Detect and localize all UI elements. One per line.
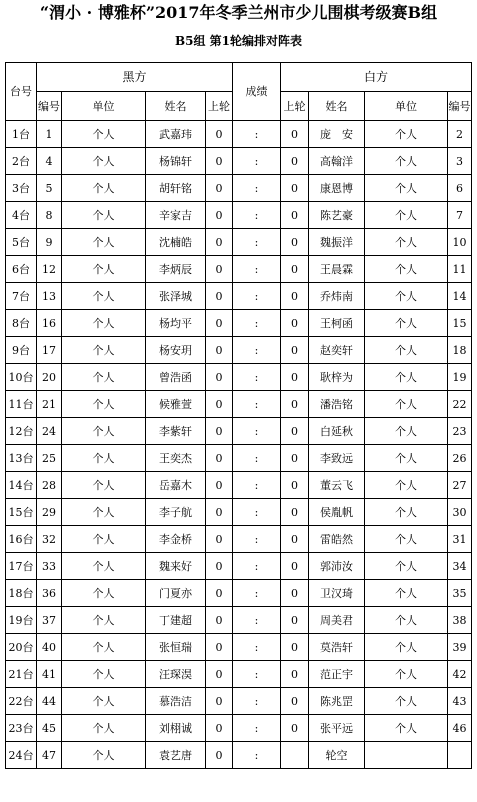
black-prev-cell: 0 [206, 688, 233, 715]
white-prev-cell: 0 [281, 499, 309, 526]
white-num-cell: 23 [448, 418, 472, 445]
white-prev-cell: 0 [281, 256, 309, 283]
white-prev-cell: 0 [281, 418, 309, 445]
white-prev-cell: 0 [281, 607, 309, 634]
white-num-cell: 46 [448, 715, 472, 742]
white-unit-cell: 个人 [365, 229, 448, 256]
white-unit-cell: 个人 [365, 310, 448, 337]
black-num-cell: 5 [37, 175, 62, 202]
black-name-cell: 杨锦轩 [146, 148, 206, 175]
black-num-cell: 41 [37, 661, 62, 688]
header-black-prev: 上轮 [206, 92, 233, 121]
score-cell: : [233, 742, 281, 769]
white-unit-cell: 个人 [365, 499, 448, 526]
score-cell: : [233, 607, 281, 634]
black-prev-cell: 0 [206, 445, 233, 472]
black-name-cell: 杨均平 [146, 310, 206, 337]
black-num-cell: 20 [37, 364, 62, 391]
table-row [6, 661, 472, 688]
black-name-cell: 杨安玥 [146, 337, 206, 364]
black-name-cell: 李炳辰 [146, 256, 206, 283]
white-name-cell: 莫浩轩 [309, 634, 365, 661]
black-prev-cell: 0 [206, 553, 233, 580]
black-prev-cell: 0 [206, 202, 233, 229]
white-prev-cell: 0 [281, 472, 309, 499]
white-name-cell: 轮空 [309, 742, 365, 769]
black-name-cell: 魏来好 [146, 553, 206, 580]
score-cell: : [233, 661, 281, 688]
white-name-cell: 侯胤帆 [309, 499, 365, 526]
black-unit-cell: 个人 [62, 634, 146, 661]
header-black-unit: 单位 [62, 92, 146, 121]
black-name-cell: 曾浩函 [146, 364, 206, 391]
white-prev-cell: 0 [281, 283, 309, 310]
table-row [6, 256, 472, 283]
header-black-num: 编号 [37, 92, 62, 121]
white-name-cell: 魏振洋 [309, 229, 365, 256]
score-cell: : [233, 715, 281, 742]
white-name-cell: 董云飞 [309, 472, 365, 499]
white-prev-cell: 0 [281, 148, 309, 175]
score-cell: : [233, 580, 281, 607]
white-num-cell: 43 [448, 688, 472, 715]
white-name-cell: 王柯函 [309, 310, 365, 337]
black-num-cell: 9 [37, 229, 62, 256]
header-white: 白方 [281, 63, 472, 92]
white-num-cell [448, 742, 472, 769]
score-cell: : [233, 472, 281, 499]
black-name-cell: 胡轩铭 [146, 175, 206, 202]
table-row [6, 229, 472, 256]
board-cell: 8台 [6, 310, 37, 337]
black-name-cell: 李金桥 [146, 526, 206, 553]
white-prev-cell: 0 [281, 202, 309, 229]
black-prev-cell: 0 [206, 337, 233, 364]
black-unit-cell: 个人 [62, 607, 146, 634]
white-prev-cell: 0 [281, 580, 309, 607]
black-num-cell: 13 [37, 283, 62, 310]
black-name-cell: 沈楠皓 [146, 229, 206, 256]
white-unit-cell: 个人 [365, 256, 448, 283]
score-cell: : [233, 337, 281, 364]
header-black: 黑方 [37, 63, 233, 92]
document-subtitle: B5组 第1轮编排对阵表 [174, 34, 303, 48]
white-num-cell: 18 [448, 337, 472, 364]
black-name-cell: 袁艺唐 [146, 742, 206, 769]
score-cell: : [233, 229, 281, 256]
white-unit-cell: 个人 [365, 715, 448, 742]
white-num-cell: 6 [448, 175, 472, 202]
header-board: 台号 [6, 63, 37, 121]
white-num-cell: 14 [448, 283, 472, 310]
black-name-cell: 岳嘉木 [146, 472, 206, 499]
white-prev-cell: 0 [281, 229, 309, 256]
white-unit-cell: 个人 [365, 391, 448, 418]
table-row [6, 499, 472, 526]
black-num-cell: 32 [37, 526, 62, 553]
board-cell: 5台 [6, 229, 37, 256]
black-unit-cell: 个人 [62, 337, 146, 364]
board-cell: 18台 [6, 580, 37, 607]
white-name-cell: 白延秋 [309, 418, 365, 445]
black-num-cell: 25 [37, 445, 62, 472]
board-cell: 17台 [6, 553, 37, 580]
black-num-cell: 44 [37, 688, 62, 715]
black-unit-cell: 个人 [62, 526, 146, 553]
white-num-cell: 3 [448, 148, 472, 175]
table-row [6, 337, 472, 364]
white-unit-cell: 个人 [365, 283, 448, 310]
black-num-cell: 21 [37, 391, 62, 418]
black-unit-cell: 个人 [62, 742, 146, 769]
black-name-cell: 丁建超 [146, 607, 206, 634]
black-prev-cell: 0 [206, 175, 233, 202]
white-unit-cell: 个人 [365, 148, 448, 175]
white-name-cell: 卫汉琦 [309, 580, 365, 607]
black-num-cell: 1 [37, 121, 62, 148]
white-num-cell: 26 [448, 445, 472, 472]
header-white-prev: 上轮 [281, 92, 309, 121]
white-name-cell: 张平远 [309, 715, 365, 742]
black-prev-cell: 0 [206, 310, 233, 337]
board-cell: 16台 [6, 526, 37, 553]
board-cell: 14台 [6, 472, 37, 499]
black-prev-cell: 0 [206, 256, 233, 283]
board-cell: 1台 [6, 121, 37, 148]
black-num-cell: 37 [37, 607, 62, 634]
black-prev-cell: 0 [206, 634, 233, 661]
black-num-cell: 40 [37, 634, 62, 661]
black-prev-cell: 0 [206, 148, 233, 175]
black-num-cell: 29 [37, 499, 62, 526]
score-cell: : [233, 148, 281, 175]
white-prev-cell: 0 [281, 553, 309, 580]
black-prev-cell: 0 [206, 418, 233, 445]
white-num-cell: 42 [448, 661, 472, 688]
white-name-cell: 范正宇 [309, 661, 365, 688]
black-name-cell: 辛家吉 [146, 202, 206, 229]
white-name-cell: 耿梓为 [309, 364, 365, 391]
board-cell: 12台 [6, 418, 37, 445]
white-unit-cell: 个人 [365, 688, 448, 715]
black-prev-cell: 0 [206, 121, 233, 148]
score-cell: : [233, 256, 281, 283]
table-row [6, 391, 472, 418]
board-cell: 24台 [6, 742, 37, 769]
white-unit-cell: 个人 [365, 553, 448, 580]
black-num-cell: 45 [37, 715, 62, 742]
board-cell: 20台 [6, 634, 37, 661]
table-row [6, 283, 472, 310]
white-name-cell: 赵奕轩 [309, 337, 365, 364]
score-cell: : [233, 634, 281, 661]
black-num-cell: 12 [37, 256, 62, 283]
board-cell: 4台 [6, 202, 37, 229]
black-unit-cell: 个人 [62, 445, 146, 472]
white-num-cell: 35 [448, 580, 472, 607]
white-unit-cell: 个人 [365, 418, 448, 445]
black-name-cell: 张恒瑞 [146, 634, 206, 661]
table-row [6, 742, 472, 769]
white-prev-cell: 0 [281, 391, 309, 418]
black-prev-cell: 0 [206, 472, 233, 499]
score-cell: : [233, 526, 281, 553]
table-row [6, 472, 472, 499]
black-unit-cell: 个人 [62, 715, 146, 742]
table-row [6, 364, 472, 391]
table-row [6, 580, 472, 607]
board-cell: 10台 [6, 364, 37, 391]
black-unit-cell: 个人 [62, 256, 146, 283]
black-prev-cell: 0 [206, 391, 233, 418]
black-unit-cell: 个人 [62, 175, 146, 202]
board-cell: 3台 [6, 175, 37, 202]
black-name-cell: 汪琛淏 [146, 661, 206, 688]
score-cell: : [233, 364, 281, 391]
table-row [6, 148, 472, 175]
score-cell: : [233, 499, 281, 526]
score-cell: : [233, 688, 281, 715]
white-unit-cell: 个人 [365, 337, 448, 364]
black-unit-cell: 个人 [62, 391, 146, 418]
black-num-cell: 33 [37, 553, 62, 580]
score-cell: : [233, 175, 281, 202]
table-row [6, 715, 472, 742]
white-unit-cell: 个人 [365, 661, 448, 688]
black-unit-cell: 个人 [62, 661, 146, 688]
white-name-cell: 庞 安 [309, 121, 365, 148]
black-num-cell: 24 [37, 418, 62, 445]
white-unit-cell: 个人 [365, 472, 448, 499]
white-unit-cell: 个人 [365, 526, 448, 553]
white-unit-cell: 个人 [365, 364, 448, 391]
white-name-cell: 乔炜南 [309, 283, 365, 310]
white-num-cell: 27 [448, 472, 472, 499]
white-name-cell: 陈兆罡 [309, 688, 365, 715]
white-unit-cell: 个人 [365, 607, 448, 634]
table-row [6, 553, 472, 580]
black-name-cell: 刘栩诚 [146, 715, 206, 742]
board-cell: 13台 [6, 445, 37, 472]
white-prev-cell: 0 [281, 715, 309, 742]
white-prev-cell: 0 [281, 364, 309, 391]
white-num-cell: 2 [448, 121, 472, 148]
table-row [6, 634, 472, 661]
table-row [6, 310, 472, 337]
black-num-cell: 8 [37, 202, 62, 229]
black-name-cell: 张泽城 [146, 283, 206, 310]
black-num-cell: 16 [37, 310, 62, 337]
board-cell: 19台 [6, 607, 37, 634]
board-cell: 11台 [6, 391, 37, 418]
black-unit-cell: 个人 [62, 202, 146, 229]
table-row [6, 688, 472, 715]
black-unit-cell: 个人 [62, 310, 146, 337]
white-prev-cell [281, 742, 309, 769]
white-unit-cell: 个人 [365, 121, 448, 148]
white-prev-cell: 0 [281, 688, 309, 715]
score-cell: : [233, 310, 281, 337]
board-cell: 2台 [6, 148, 37, 175]
white-num-cell: 30 [448, 499, 472, 526]
board-cell: 22台 [6, 688, 37, 715]
white-unit-cell: 个人 [365, 445, 448, 472]
black-name-cell: 武嘉玮 [146, 121, 206, 148]
white-prev-cell: 0 [281, 634, 309, 661]
black-num-cell: 28 [37, 472, 62, 499]
table-row [6, 445, 472, 472]
black-name-cell: 候雅萱 [146, 391, 206, 418]
pairing-table [5, 62, 472, 769]
header-white-name: 姓名 [309, 92, 365, 121]
table-row [6, 121, 472, 148]
white-prev-cell: 0 [281, 175, 309, 202]
white-name-cell: 周美君 [309, 607, 365, 634]
black-unit-cell: 个人 [62, 283, 146, 310]
black-name-cell: 王奕杰 [146, 445, 206, 472]
document-title: “渭小 · 博雅杯”2017年冬季兰州市少儿围棋考级赛B组 [39, 3, 438, 22]
black-prev-cell: 0 [206, 742, 233, 769]
black-num-cell: 36 [37, 580, 62, 607]
table-row [6, 526, 472, 553]
white-num-cell: 34 [448, 553, 472, 580]
black-name-cell: 慕浩洁 [146, 688, 206, 715]
black-prev-cell: 0 [206, 661, 233, 688]
table-row [6, 175, 472, 202]
table-row [6, 607, 472, 634]
white-name-cell: 高翰洋 [309, 148, 365, 175]
black-prev-cell: 0 [206, 715, 233, 742]
white-name-cell: 陈艺豪 [309, 202, 365, 229]
white-name-cell: 王晨霖 [309, 256, 365, 283]
white-unit-cell: 个人 [365, 202, 448, 229]
white-num-cell: 10 [448, 229, 472, 256]
black-prev-cell: 0 [206, 364, 233, 391]
white-prev-cell: 0 [281, 526, 309, 553]
black-prev-cell: 0 [206, 526, 233, 553]
board-cell: 21台 [6, 661, 37, 688]
white-unit-cell: 个人 [365, 634, 448, 661]
score-cell: : [233, 553, 281, 580]
white-name-cell: 雷皓然 [309, 526, 365, 553]
score-cell: : [233, 445, 281, 472]
black-unit-cell: 个人 [62, 688, 146, 715]
black-unit-cell: 个人 [62, 553, 146, 580]
white-num-cell: 11 [448, 256, 472, 283]
black-prev-cell: 0 [206, 283, 233, 310]
table-row [6, 418, 472, 445]
board-cell: 23台 [6, 715, 37, 742]
white-num-cell: 7 [448, 202, 472, 229]
white-unit-cell [365, 742, 448, 769]
white-num-cell: 38 [448, 607, 472, 634]
white-prev-cell: 0 [281, 445, 309, 472]
score-cell: : [233, 418, 281, 445]
black-unit-cell: 个人 [62, 364, 146, 391]
white-num-cell: 22 [448, 391, 472, 418]
white-num-cell: 39 [448, 634, 472, 661]
black-unit-cell: 个人 [62, 229, 146, 256]
black-prev-cell: 0 [206, 229, 233, 256]
black-num-cell: 4 [37, 148, 62, 175]
header-black-name: 姓名 [146, 92, 206, 121]
black-name-cell: 门夏亦 [146, 580, 206, 607]
board-cell: 9台 [6, 337, 37, 364]
board-cell: 6台 [6, 256, 37, 283]
white-unit-cell: 个人 [365, 175, 448, 202]
black-unit-cell: 个人 [62, 499, 146, 526]
black-unit-cell: 个人 [62, 148, 146, 175]
black-prev-cell: 0 [206, 580, 233, 607]
black-unit-cell: 个人 [62, 580, 146, 607]
board-cell: 7台 [6, 283, 37, 310]
black-num-cell: 17 [37, 337, 62, 364]
header-white-num: 编号 [448, 92, 472, 121]
score-cell: : [233, 121, 281, 148]
header-score: 成绩 [233, 63, 281, 121]
score-cell: : [233, 283, 281, 310]
white-name-cell: 康恩博 [309, 175, 365, 202]
black-unit-cell: 个人 [62, 472, 146, 499]
white-num-cell: 15 [448, 310, 472, 337]
white-prev-cell: 0 [281, 337, 309, 364]
white-name-cell: 李致远 [309, 445, 365, 472]
white-num-cell: 19 [448, 364, 472, 391]
board-cell: 15台 [6, 499, 37, 526]
score-cell: : [233, 202, 281, 229]
black-prev-cell: 0 [206, 607, 233, 634]
table-row [6, 202, 472, 229]
black-unit-cell: 个人 [62, 418, 146, 445]
white-name-cell: 郭沛汝 [309, 553, 365, 580]
black-name-cell: 李紫轩 [146, 418, 206, 445]
white-prev-cell: 0 [281, 661, 309, 688]
white-num-cell: 31 [448, 526, 472, 553]
white-unit-cell: 个人 [365, 580, 448, 607]
black-unit-cell: 个人 [62, 121, 146, 148]
black-num-cell: 47 [37, 742, 62, 769]
white-prev-cell: 0 [281, 121, 309, 148]
black-name-cell: 李子航 [146, 499, 206, 526]
black-prev-cell: 0 [206, 499, 233, 526]
white-prev-cell: 0 [281, 310, 309, 337]
white-name-cell: 潘浩铭 [309, 391, 365, 418]
score-cell: : [233, 391, 281, 418]
header-white-unit: 单位 [365, 92, 448, 121]
